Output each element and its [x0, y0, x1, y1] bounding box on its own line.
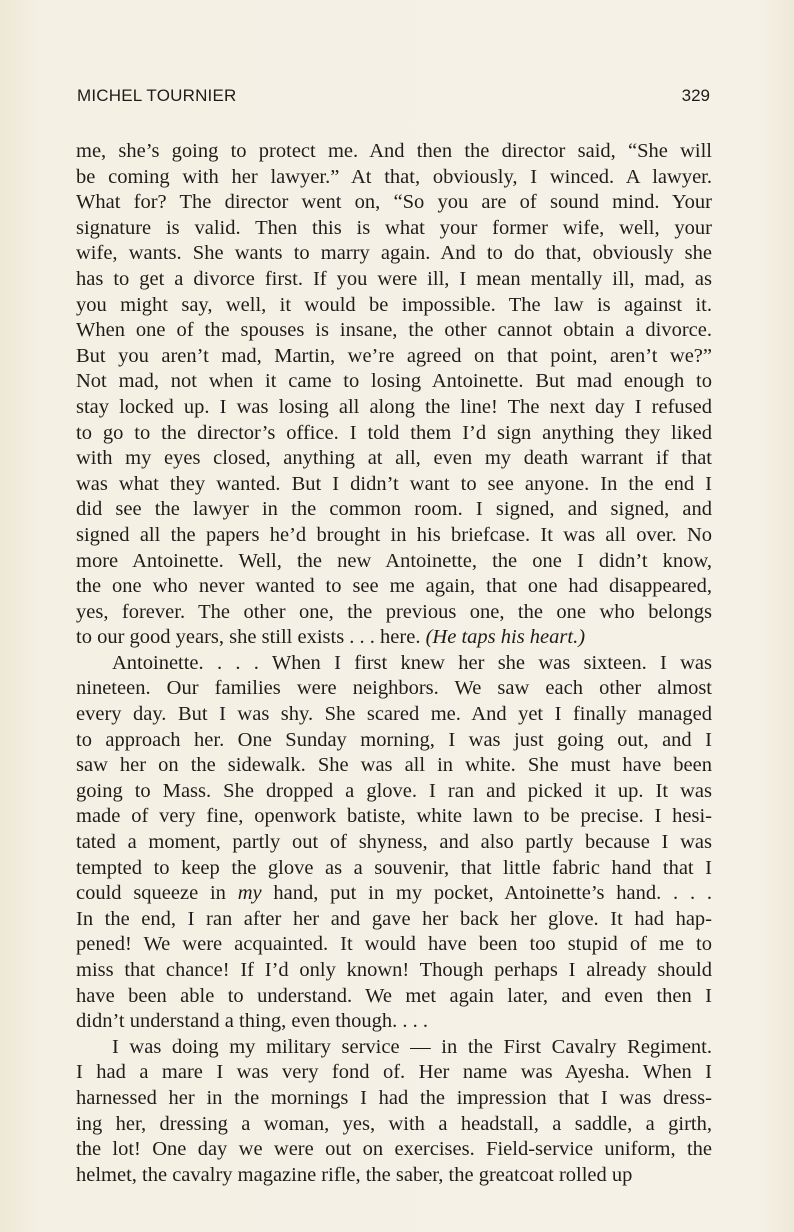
- text-line: [76, 165, 712, 191]
- text-line: [76, 344, 712, 370]
- text-line: [76, 369, 712, 395]
- paragraph: [76, 651, 712, 1035]
- text-line: [76, 1060, 712, 1086]
- text-line: [76, 190, 712, 216]
- line-text: to go to the director’s office. I told them I’d sign anything they liked: [76, 421, 712, 444]
- line-text: did see the lawyer in the common room. I signed, and signed, and: [76, 498, 712, 521]
- line-text: Not mad, not when it came to losing Antoinette. But mad enough to: [76, 370, 712, 393]
- line-text: to our good years, she still exists . . . here.: [76, 626, 426, 649]
- text-line: [76, 523, 712, 549]
- text-line: [76, 446, 712, 472]
- text-line: [76, 958, 712, 984]
- text-line: [76, 779, 712, 805]
- running-head: [77, 86, 710, 110]
- line-text: harnessed her in the mornings I had the impression that I was dress-: [76, 1086, 712, 1109]
- text-line: [76, 497, 712, 523]
- line-text: What for? The director went on, “So you are of sound mind. Your: [76, 191, 712, 214]
- line-text: I had a mare I was very fond of. Her name was Ayesha. When I: [76, 1061, 712, 1084]
- text-line: [76, 472, 712, 498]
- line-text: In the end, I ran after her and gave her back her glove. It had hap-: [76, 907, 712, 930]
- text-line: [76, 625, 712, 651]
- text-line: [76, 702, 712, 728]
- text-line: [76, 881, 712, 907]
- line-text: Antoinette. . . . When I first knew her she was sixteen. I was: [112, 651, 712, 674]
- line-text: every day. But I was shy. She scared me. And yet I finally managed: [76, 703, 712, 726]
- text-line: [76, 318, 712, 344]
- line-text: you might say, well, it would be impossible. The law is against it.: [76, 293, 712, 316]
- line-text: more Antoinette. Well, the new Antoinette, the one I didn’t know,: [76, 549, 712, 572]
- line-text: to approach her. One Sunday morning, I was just going out, and I: [76, 728, 712, 751]
- text-line: [76, 216, 712, 242]
- page-number: 329: [681, 86, 710, 105]
- line-text: miss that chance! If I’d only known! Though perhaps I already should: [76, 959, 712, 981]
- text-line: [76, 984, 712, 1010]
- paragraph: [76, 139, 712, 651]
- line-text: could squeeze in: [76, 882, 238, 905]
- line-text: signed all the papers he’d brought in his briefcase. It was all over. No: [76, 523, 712, 546]
- line-text: was what they wanted. But I didn’t want to see anyone. In the end I: [76, 472, 712, 495]
- text-line: [76, 241, 712, 267]
- text-line: [76, 676, 712, 702]
- text-line: [76, 1163, 712, 1189]
- line-text: I was doing my military service — in the First Cavalry Regiment.: [112, 1035, 712, 1058]
- line-text: helmet, the cavalry magazine rifle, the saber, the greatcoat rolled up: [76, 1163, 633, 1186]
- line-text: tempted to keep the glove as a souvenir, that little fabric hand that I: [76, 856, 712, 879]
- text-line: [76, 856, 712, 882]
- italic-text: (He taps his heart.): [425, 626, 586, 649]
- text-line: [76, 1112, 712, 1138]
- line-text: has to get a divorce first. If you were ill, I mean mentally ill, mad, as: [76, 267, 712, 290]
- line-text: saw her on the sidewalk. She was all in white. She must have been: [76, 754, 712, 777]
- text-line: [76, 1035, 712, 1061]
- line-text: pened! We were acquainted. It would have been too stupid of me to: [76, 933, 712, 956]
- text-line: [76, 1137, 712, 1163]
- line-text: with my eyes closed, anything at all, even my death warrant if that: [76, 447, 712, 470]
- text-line: [76, 651, 712, 677]
- line-text: ing her, dressing a woman, yes, with a headstall, a saddle, a girth,: [76, 1112, 712, 1135]
- line-text: have been able to understand. We met again later, and even then I: [76, 984, 712, 1007]
- line-text: nineteen. Our families were neighbors. We saw each other almost: [76, 677, 712, 700]
- line-text: me, she’s going to protect me. And then the director said, “She will: [76, 140, 712, 162]
- text-line: [76, 267, 712, 293]
- text-line: [76, 728, 712, 754]
- line-text: going to Mass. She dropped a glove. I ran and picked it up. It was: [76, 779, 712, 802]
- text-line: [76, 549, 712, 575]
- text-line: [76, 395, 712, 421]
- body-text: [76, 139, 712, 1188]
- text-line: [76, 139, 712, 165]
- line-text: made of very fine, openwork batiste, white lawn to be precise. I hesi-: [76, 805, 712, 828]
- line-text: be coming with her lawyer.” At that, obviously, I winced. A lawyer.: [76, 165, 712, 188]
- text-line: [76, 907, 712, 933]
- italic-text: my: [237, 882, 262, 905]
- paragraph: [76, 1035, 712, 1189]
- text-line: [76, 932, 712, 958]
- line-text: When one of the spouses is insane, the other cannot obtain a divorce.: [76, 319, 712, 342]
- line-text: didn’t understand a thing, even though. . . .: [76, 1010, 429, 1033]
- text-line: [76, 1009, 712, 1035]
- text-line: [76, 421, 712, 447]
- line-text: signature is valid. Then this is what your former wife, well, your: [76, 216, 712, 239]
- line-text: the one who never wanted to see me again, that one had disappeared,: [76, 575, 712, 598]
- line-text: stay locked up. I was losing all along the line! The next day I refused: [76, 395, 712, 418]
- running-head-author: MICHEL TOURNIER: [77, 86, 237, 105]
- line-text: tated a moment, partly out of shyness, and also partly because I was: [76, 831, 712, 854]
- text-line: [76, 753, 712, 779]
- line-text: But you aren’t mad, Martin, we’re agreed on that point, aren’t we?”: [76, 344, 712, 367]
- text-line: [76, 804, 712, 830]
- line-text: the lot! One day we were out on exercises. Field-service uniform, the: [76, 1138, 712, 1161]
- line-text: yes, forever. The other one, the previous one, the one who belongs: [76, 600, 712, 623]
- text-line: [76, 574, 712, 600]
- text-line: [76, 293, 712, 319]
- text-line: [76, 600, 712, 626]
- line-text-continued: hand, put in my pocket, Antoinette’s hand. . . .: [261, 882, 712, 905]
- text-line: [76, 830, 712, 856]
- text-line: [76, 1086, 712, 1112]
- line-text: wife, wants. She wants to marry again. And to do that, obviously she: [76, 242, 712, 265]
